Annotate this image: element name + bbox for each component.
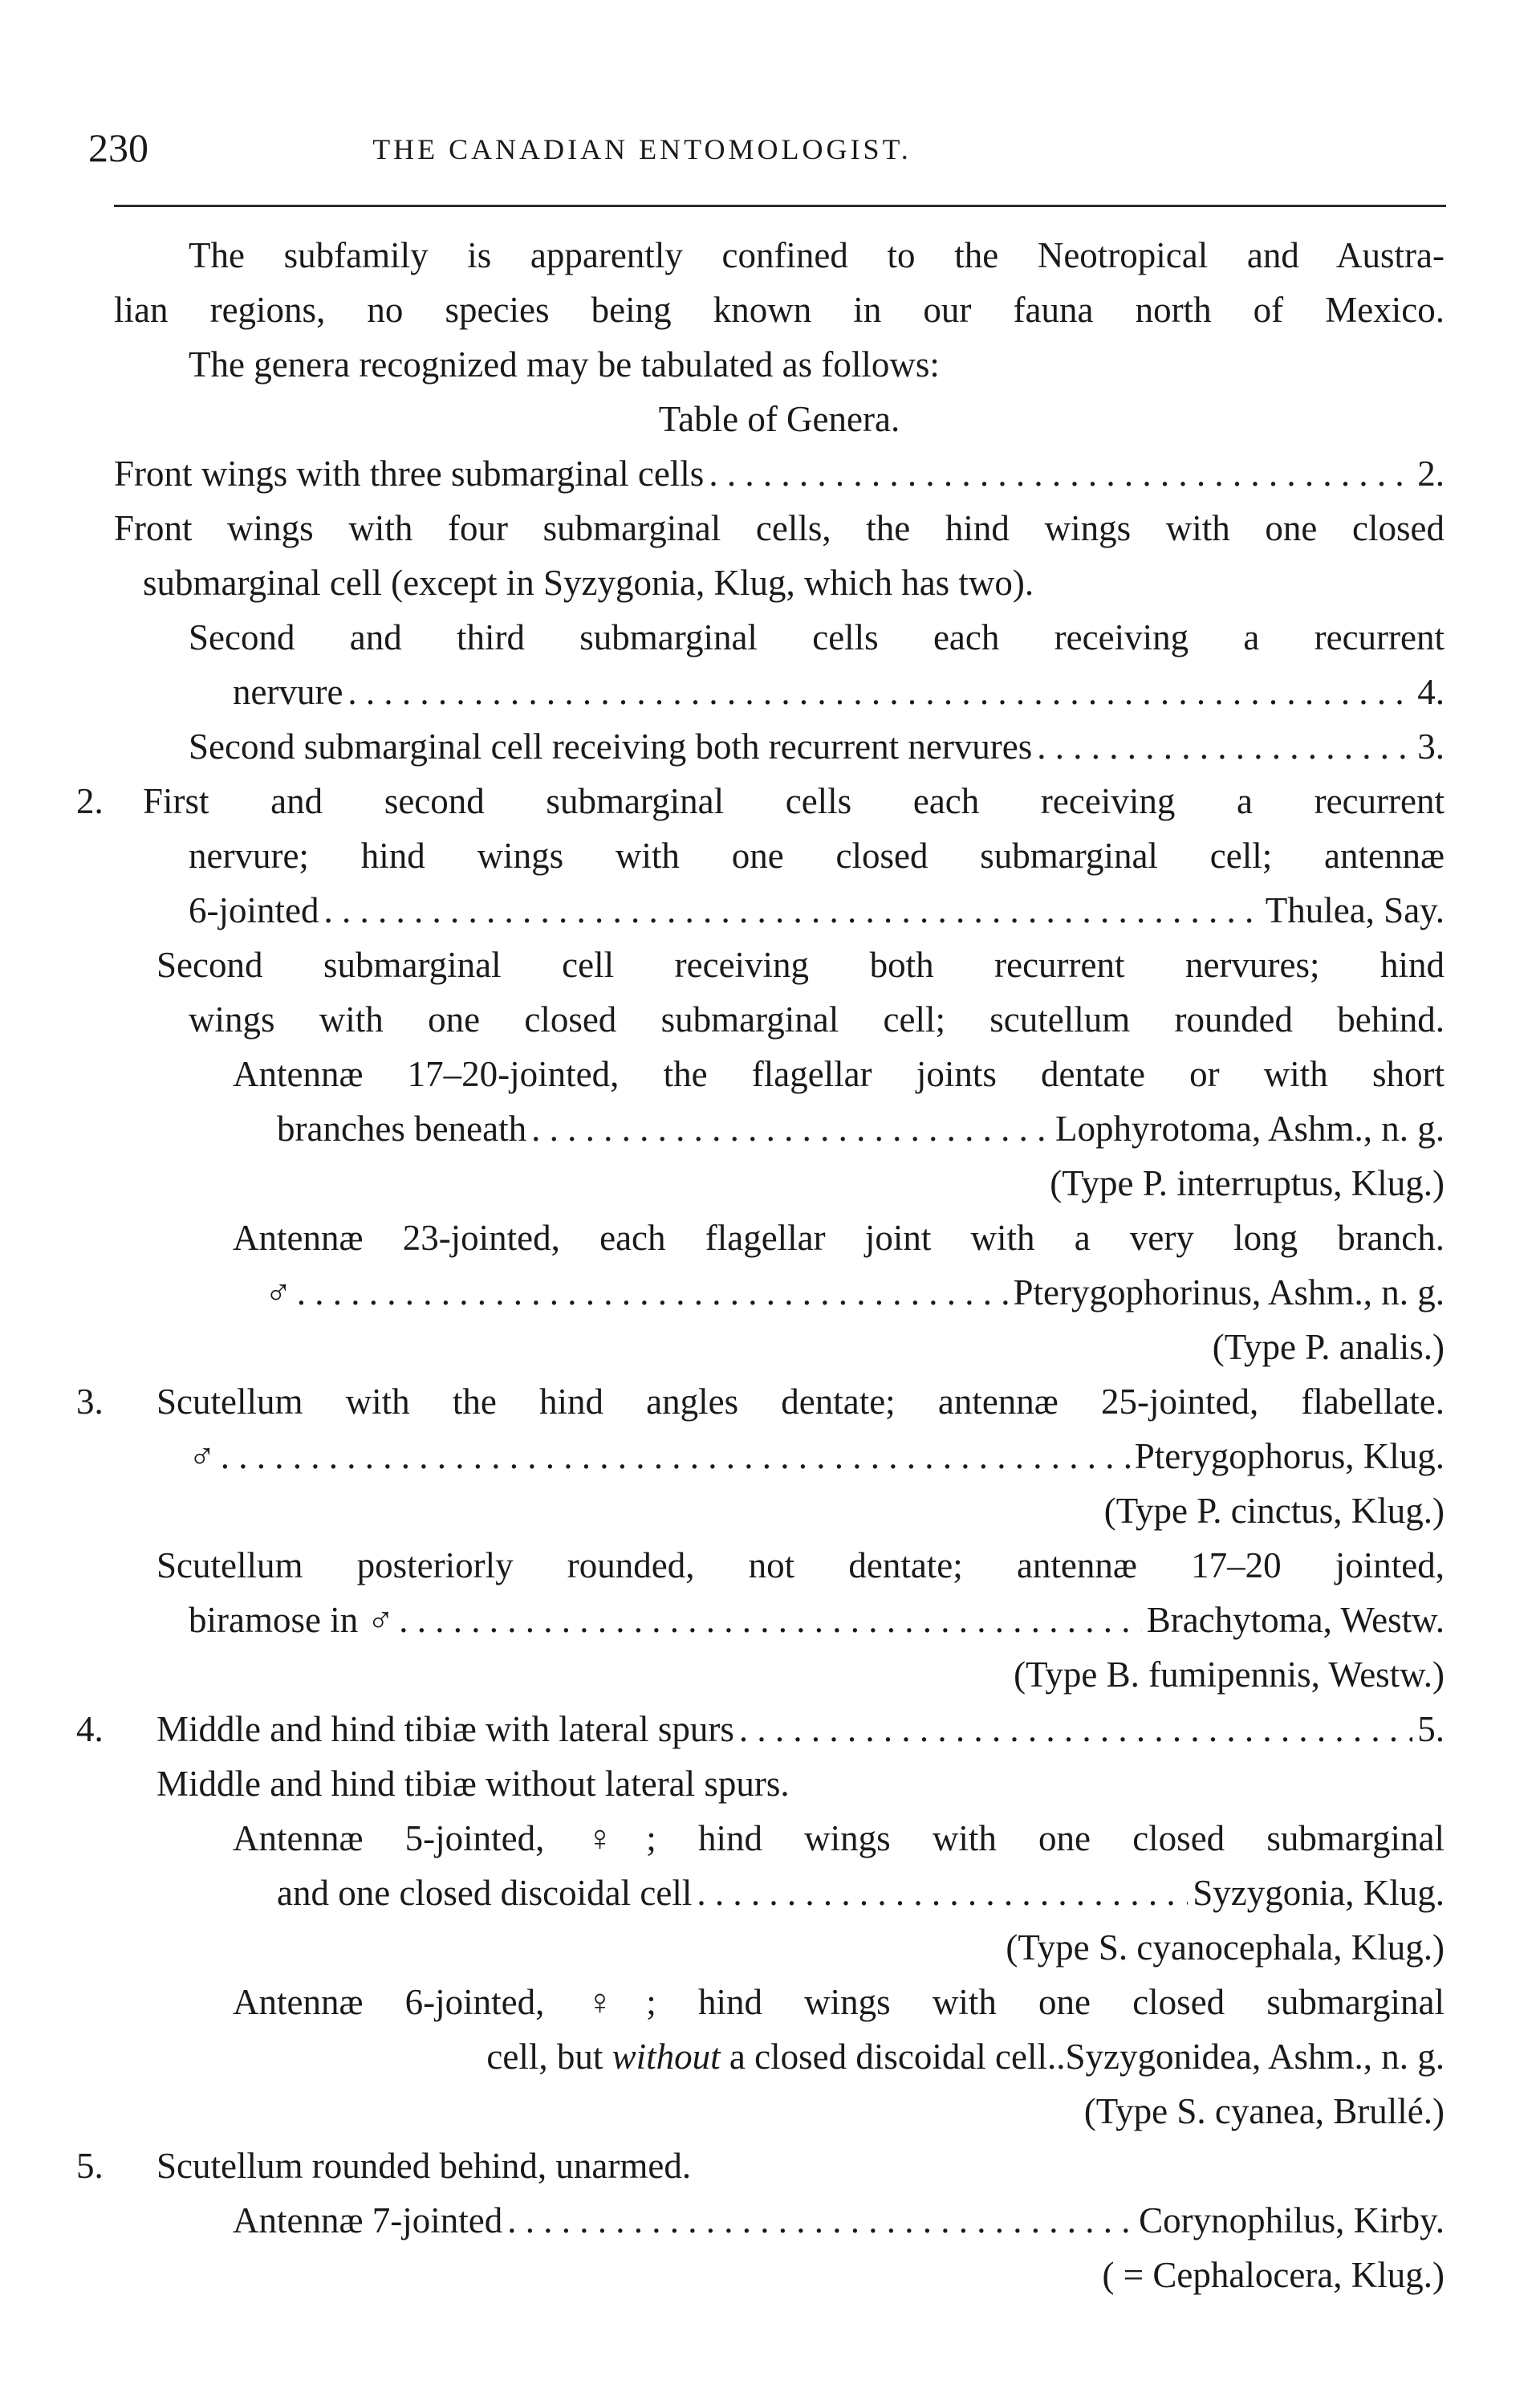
key-line: Scutellum with the hind angles dentate; antennæ 25-jointed, flabellate. [156, 1382, 1445, 1422]
key-line: Antennæ 6-jointed, ♀; hind wings with one closed submarginal [233, 1982, 1445, 2022]
key-text: 6-jointed [189, 890, 319, 930]
key-text: Front wings with three submarginal cells [114, 454, 705, 494]
type-species: (Type S. cyanea, Brullé.) [1083, 2091, 1445, 2131]
key-text: branches beneath [277, 1109, 527, 1149]
leader-dots [399, 1593, 1142, 1646]
key-line [189, 1430, 1445, 1483]
genus-name: Corynophilus, Kirby. [1139, 2200, 1445, 2240]
key-reference: 5. [1417, 1709, 1445, 1749]
key-line [233, 665, 1445, 718]
key-line [156, 1703, 1445, 1756]
type-species: (Type P. cinctus, Klug.) [1103, 1491, 1445, 1531]
leader-dots [507, 2194, 1134, 2247]
leader-dots [347, 665, 1412, 718]
couplet-number: 2. [76, 781, 104, 821]
key-text: Second submarginal cell receiving both recurrent nervures [189, 726, 1033, 767]
genus-name: Syzygonia, Klug. [1193, 1873, 1445, 1913]
genus-name: Thulea, Say. [1265, 890, 1445, 930]
key-line [265, 1266, 1445, 1319]
key-line [277, 2030, 1445, 2083]
key-line: Scutellum posteriorly rounded, not dentate; antennæ 17–20 jointed, [156, 1545, 1445, 1585]
key-line: nervure; hind wings with one closed submarginal cell; antennæ [189, 836, 1445, 876]
key-text: and one closed discoidal cell [277, 1873, 693, 1913]
header-rule [114, 205, 1446, 207]
type-species: (Type P. analis.) [1212, 1327, 1445, 1367]
key-line: wings with one closed submarginal cell; scutellum rounded behind. [189, 999, 1445, 1040]
key-line [277, 1102, 1445, 1155]
synonym: ( = Cephalocera, Klug.) [1102, 2255, 1445, 2295]
key-text: Antennæ 7-jointed [233, 2200, 503, 2240]
couplet-number: 5. [76, 2146, 104, 2186]
type-species: (Type P. interruptus, Klug.) [1050, 1163, 1445, 1203]
page-number: 230 [88, 125, 148, 170]
key-line: Middle and hind tibiæ without lateral spurs. [156, 1764, 790, 1804]
key-line: First and second submarginal cells each receiving a recurrent [143, 781, 1445, 821]
leader-dots [531, 1102, 1050, 1155]
genus-name: Brachytoma, Westw. [1146, 1600, 1445, 1640]
key-line [189, 1593, 1445, 1646]
key-text: biramose in ♂ [189, 1600, 395, 1640]
leader-dots [297, 1266, 1009, 1319]
key-reference: 3. [1417, 726, 1445, 767]
leader-dots [709, 447, 1412, 500]
key-reference: 2. [1417, 454, 1445, 494]
key-line [233, 2194, 1445, 2247]
genus-name: Lophyrotoma, Ashm., n. g. [1055, 1109, 1445, 1149]
key-line [114, 447, 1445, 500]
italic-word: without [612, 2037, 721, 2077]
key-line [189, 884, 1445, 937]
intro-line: lian regions, no species being known in our fauna north of Mexico. [114, 290, 1445, 330]
key-text: nervure [233, 672, 343, 712]
genus-name: Pterygophorus, Klug. [1134, 1436, 1445, 1476]
key-line: submarginal cell (except in Syzygonia, Klug, which has two). [143, 563, 1034, 603]
key-text: cell, but [486, 2037, 612, 2077]
key-line: Front wings with four submarginal cells, the hind wings with one closed [114, 508, 1445, 548]
key-text: a closed discoidal cell..Syzygonidea, Ashm., n. g. [720, 2037, 1445, 2077]
key-line: Scutellum rounded behind, unarmed. [156, 2146, 692, 2186]
key-text: Middle and hind tibiæ with lateral spurs [156, 1709, 734, 1749]
key-line: Second submarginal cell receiving both recurrent nervures; hind [156, 945, 1445, 985]
type-species: (Type S. cyanocephala, Klug.) [1006, 1927, 1445, 1968]
type-species: (Type B. fumipennis, Westw.) [1014, 1654, 1445, 1695]
key-reference: 4. [1417, 672, 1445, 712]
male-symbol: ♂ [189, 1436, 216, 1476]
genus-name: Pterygophorinus, Ashm., n. g. [1013, 1272, 1445, 1312]
leader-dots [221, 1430, 1130, 1483]
couplet-number: 4. [76, 1709, 104, 1749]
leader-dots [1037, 720, 1412, 773]
table-title: Table of Genera. [658, 399, 900, 439]
key-line: Second and third submarginal cells each receiving a recurrent [189, 617, 1445, 657]
leader-dots [323, 884, 1260, 937]
key-line [189, 720, 1445, 773]
running-header [88, 124, 1453, 181]
couplet-number: 3. [76, 1382, 104, 1422]
key-line: Antennæ 17–20-jointed, the flagellar joints dentate or with short [233, 1054, 1445, 1094]
key-line: Antennæ 5-jointed, ♀; hind wings with one closed submarginal [233, 1818, 1445, 1858]
leader-dots [697, 1866, 1188, 1919]
leader-dots [739, 1703, 1412, 1756]
key-line: Antennæ 23-jointed, each flagellar joint with a very long branch. [233, 1218, 1445, 1258]
intro-line: The genera recognized may be tabulated as follows: [189, 344, 940, 385]
running-title: THE CANADIAN ENTOMOLOGIST. [372, 133, 912, 165]
male-symbol: ♂ [265, 1272, 292, 1312]
key-line [277, 1866, 1445, 1919]
intro-line: The subfamily is apparently confined to the Neotropical and Austra- [189, 235, 1445, 275]
